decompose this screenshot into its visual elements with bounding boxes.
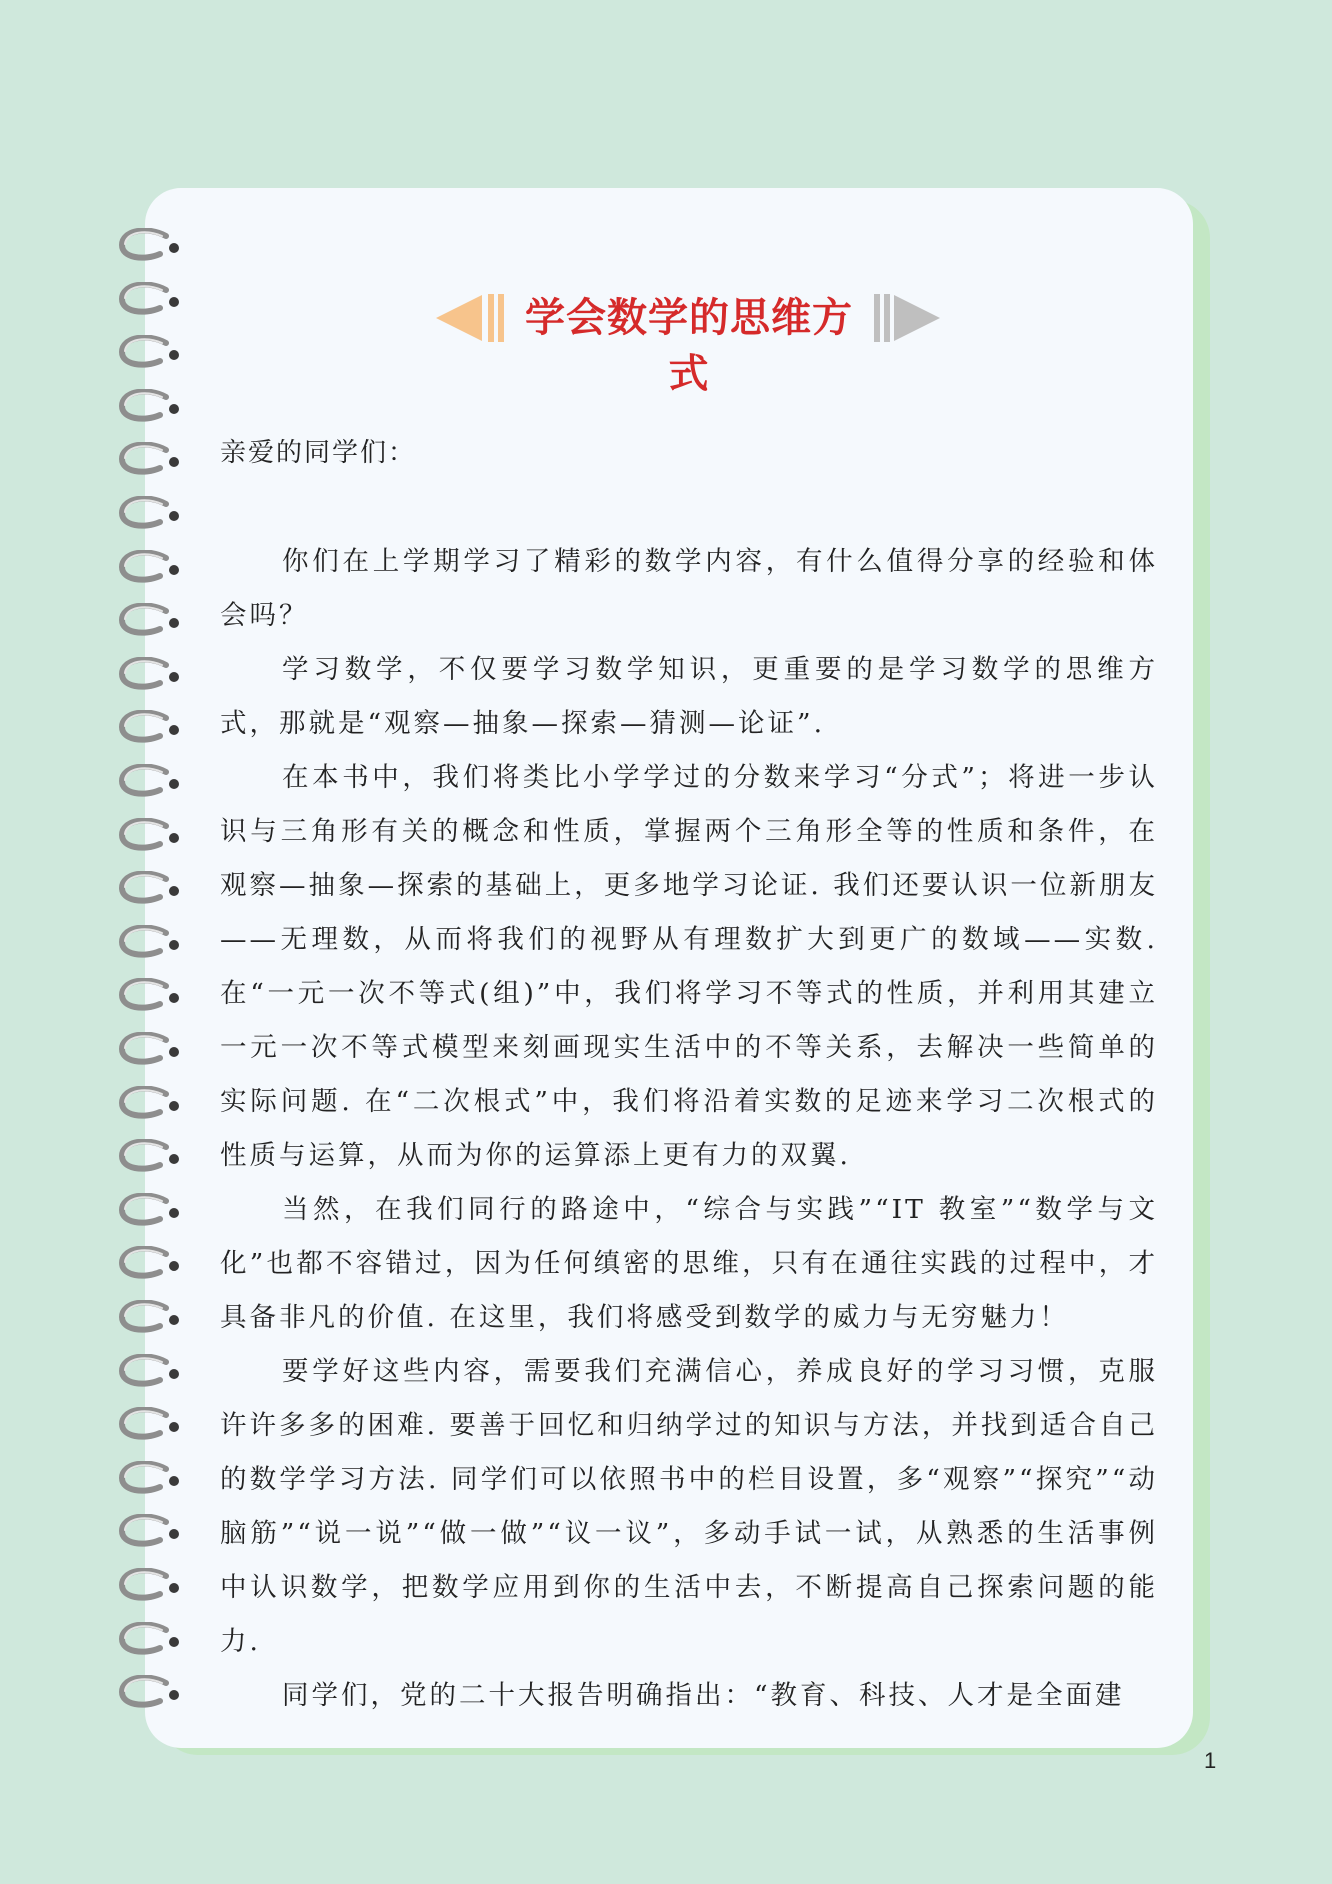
binding-ring-icon bbox=[118, 1675, 186, 1709]
binding-ring-icon bbox=[118, 1514, 186, 1548]
letter-body bbox=[220, 535, 1158, 1723]
spiral-binding bbox=[118, 228, 188, 1718]
binding-ring-icon bbox=[118, 657, 186, 691]
left-arrow-icon bbox=[436, 295, 482, 341]
paragraph: 学习数学，不仅要学习数学知识，更重要的是学习数学的思维方式，那就是“观察—抽象—探索—猜测—论证”. bbox=[220, 654, 1158, 739]
binding-ring-icon bbox=[118, 1032, 186, 1066]
binding-ring-icon bbox=[118, 978, 186, 1012]
binding-ring-icon bbox=[118, 1568, 186, 1602]
binding-ring-icon bbox=[118, 335, 186, 369]
binding-ring-icon bbox=[118, 818, 186, 852]
paragraph: 当然，在我们同行的路途中，“综合与实践”“IT 教室”“数学与文化”也都不容错过，因为任何缜密的思维，只有在通往实践的过程中，才具备非凡的价值. 在这里，我们将感受到数学的威力与无穷魅力！ bbox=[220, 1194, 1158, 1333]
binding-ring-icon bbox=[118, 603, 186, 637]
binding-ring-icon bbox=[118, 925, 186, 959]
salutation: 亲爱的同学们： bbox=[220, 438, 417, 468]
left-bar-decoration bbox=[488, 294, 494, 342]
binding-ring-icon bbox=[118, 1407, 186, 1441]
right-bar-decoration bbox=[874, 294, 880, 342]
paragraph: 要学好这些内容，需要我们充满信心，养成良好的学习习惯，克服许许多多的困难. 要善于回忆和归纳学过的知识与方法，并找到适合自己的数学学习方法. 同学们可以依照书中的栏目设置，多“观察”“探究”“动脑筋”“说一说”“做一做”“议一议”，多动手试一试，从熟悉的生活事例中认识数学，把数学应用到你的生活中去，不断提高自己探索问题的能力. bbox=[220, 1356, 1158, 1657]
binding-ring-icon bbox=[118, 1622, 186, 1656]
paragraph: 你们在上学期学习了精彩的数学内容，有什么值得分享的经验和体会吗？ bbox=[220, 546, 1158, 631]
paragraph: 同学们，党的二十大报告明确指出：“教育、科技、人才是全面建 bbox=[282, 1680, 1125, 1711]
binding-ring-icon bbox=[118, 442, 186, 476]
binding-ring-icon bbox=[118, 1193, 186, 1227]
binding-ring-icon bbox=[118, 496, 186, 530]
binding-ring-icon bbox=[118, 871, 186, 905]
paragraph: 在本书中，我们将类比小学学过的分数来学习“分式”；将进一步认识与三角形有关的概念和性质，掌握两个三角形全等的性质和条件，在观察—抽象—探索的基础上，更多地学习论证. 我们还要认识一位新朋友——无理数，从而将我们的视野从有理数扩大到更广的数域——实数. 在“一元一次不等式(组)”中，我们将学习不等式的性质，并利用其建立一元一次不等式模型来刻画现实生活中的不等关系，去解决一些简单的实际问题. 在“二次根式”中，我们将沿着实数的足迹来学习二次根式的性质与运算，从而为你的运算添上更有力的双翼. bbox=[220, 762, 1158, 1171]
binding-ring-icon bbox=[118, 550, 186, 584]
binding-ring-icon bbox=[118, 389, 186, 423]
left-bar-decoration bbox=[498, 294, 504, 342]
binding-ring-icon bbox=[118, 1300, 186, 1334]
binding-ring-icon bbox=[118, 710, 186, 744]
title-banner bbox=[436, 290, 942, 397]
binding-ring-icon bbox=[118, 1354, 186, 1388]
right-arrow-icon bbox=[894, 295, 940, 341]
binding-ring-icon bbox=[118, 1461, 186, 1495]
right-bar-decoration bbox=[884, 294, 890, 342]
binding-ring-icon bbox=[118, 228, 186, 262]
binding-ring-icon bbox=[118, 1139, 186, 1173]
binding-ring-icon bbox=[118, 764, 186, 798]
binding-ring-icon bbox=[118, 282, 186, 316]
binding-ring-icon bbox=[118, 1246, 186, 1280]
page-title: 学会数学的思维方式 bbox=[525, 294, 853, 397]
binding-ring-icon bbox=[118, 1086, 186, 1120]
page-number: 1 bbox=[1204, 1748, 1217, 1773]
